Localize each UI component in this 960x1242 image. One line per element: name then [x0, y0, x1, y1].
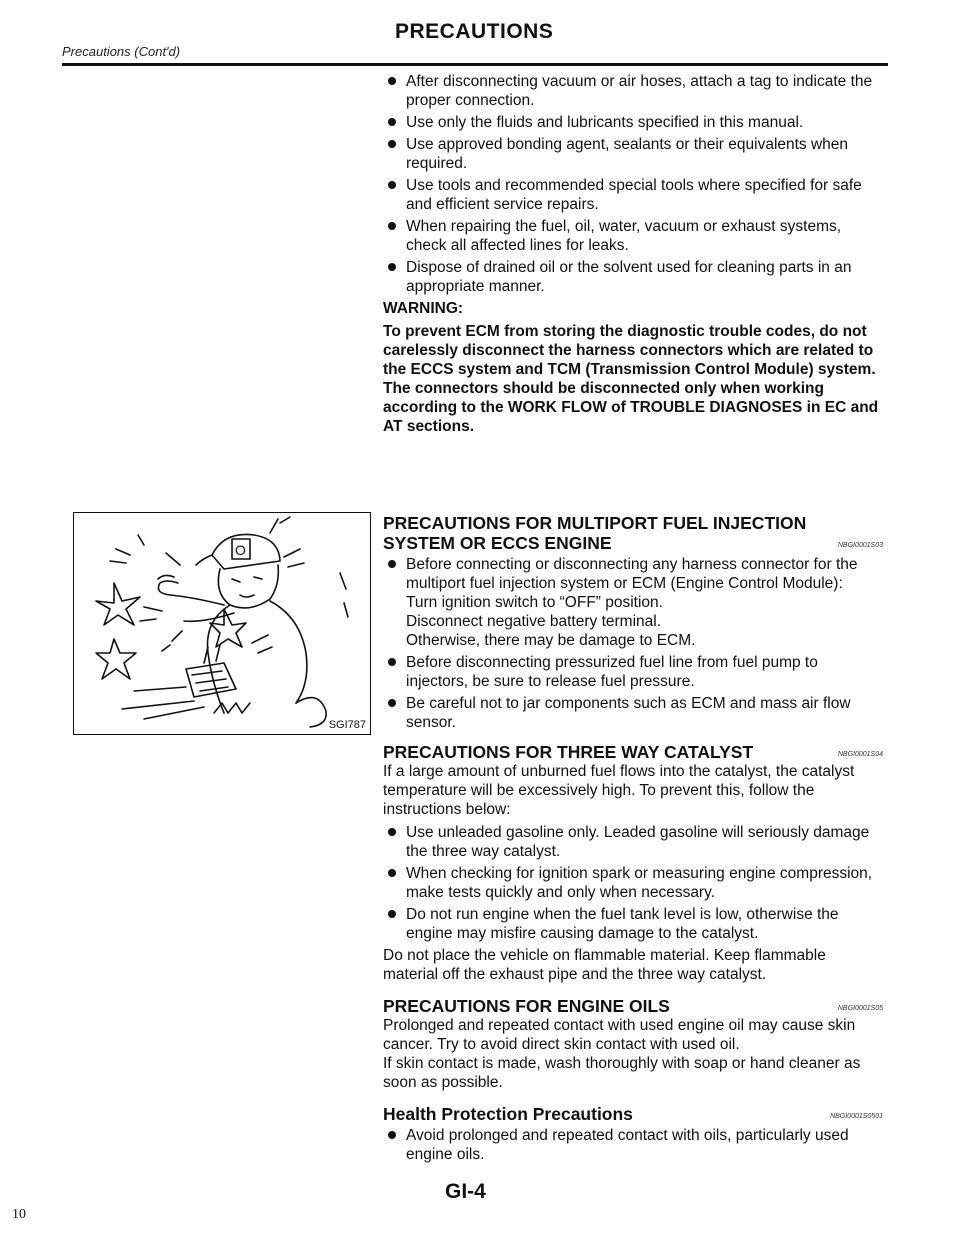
mpfi-title: PRECAUTIONS FOR MULTIPORT FUEL INJECTION SYSTEM OR ECCS ENGINE [383, 513, 807, 553]
bullet-icon [388, 910, 396, 918]
section-code: NBGI0001S0501 [830, 1113, 883, 1120]
catalyst-outro: Do not place the vehicle on flammable material. Keep flammable material off the exhaust pipe and the three way catalyst. [383, 947, 826, 983]
warning-body: To prevent ECM from storing the diagnostic trouble codes, do not carelessly disconnect the harness connectors which are related to the ECCS system and TCM (Transmission Control Module) system. The connectors should be disconnected only when working according to the WORK FLOW of TROUBLE DIAGNOSES in EC and AT sections. [383, 323, 879, 435]
list-item: Use tools and recommended special tools where specified for safe and efficient service repairs. [383, 176, 883, 214]
bullet-icon [388, 1131, 396, 1139]
catalyst-heading [383, 742, 883, 762]
section-code: NBGI0001S03 [837, 542, 883, 549]
bullet-icon [388, 869, 396, 877]
health-heading [383, 1104, 883, 1124]
oils-heading [383, 996, 883, 1016]
list-item: After disconnecting vacuum or air hoses, attach a tag to indicate the proper connection. [383, 72, 883, 110]
bullet-icon [388, 658, 396, 666]
list-item: When repairing the fuel, oil, water, vacuum or exhaust systems, check all affected lines for leaks. [383, 217, 883, 255]
bullet-icon [388, 828, 396, 836]
mechanic-illustration [74, 513, 370, 734]
catalyst-title: PRECAUTIONS FOR THREE WAY CATALYST [383, 742, 754, 762]
bullet-icon [388, 699, 396, 707]
lower-section [383, 513, 883, 1167]
bullet-icon [388, 181, 396, 189]
list-item: Use only the fluids and lubricants specified in this manual. [383, 113, 883, 132]
bullet-icon [388, 140, 396, 148]
sheet-number: 10 [12, 1207, 26, 1222]
general-precautions-list [383, 72, 883, 296]
health-title: Health Protection Precautions [383, 1104, 633, 1124]
bullet-icon [388, 77, 396, 85]
svg-text:O: O [235, 542, 246, 558]
warning-title: WARNING: [383, 300, 464, 317]
top-section [383, 72, 883, 436]
list-item: Do not run engine when the fuel tank level is low, otherwise the engine may misfire causing damage to the catalyst. [383, 905, 883, 943]
oils-para-2: If skin contact is made, wash thoroughly with soap or hand cleaner as soon as possible. [383, 1055, 861, 1091]
list-item: When checking for ignition spark or measuring engine compression, make tests quickly and only when necessary. [383, 864, 883, 902]
figure-warning-illustration [73, 512, 371, 735]
mpfi-list [383, 555, 883, 732]
header-subtitle: Precautions (Cont'd) [62, 44, 181, 59]
oils-para-1: Prolonged and repeated contact with used engine oil may cause skin cancer. Try to avoid direct skin contact with used oil. [383, 1017, 856, 1053]
page-title: PRECAUTIONS [395, 20, 554, 43]
list-item: Be careful not to jar components such as ECM and mass air flow sensor. [383, 694, 883, 732]
catalyst-intro: If a large amount of unburned fuel flows into the catalyst, the catalyst temperature will be excessively high. To prevent this, follow the instructions below: [383, 763, 855, 818]
catalyst-list [383, 823, 883, 943]
figure-label: SGI787 [328, 719, 366, 731]
list-item: Before disconnecting pressurized fuel line from fuel pump to injectors, be sure to release fuel pressure. [383, 653, 883, 691]
list-item: Use unleaded gasoline only. Leaded gasoline will seriously damage the three way catalyst. [383, 823, 883, 861]
section-code: NBGI0001S04 [837, 751, 883, 758]
health-list [383, 1126, 883, 1164]
page-number: GI-4 [445, 1180, 486, 1203]
list-item: Before connecting or disconnecting any harness connector for the multiport fuel injection system or ECM (Engine Control Module): Turn ignition switch to “OFF” position. Disconnect negative battery terminal. Otherwise, there may be damage to ECM. [383, 555, 883, 650]
header-rule [62, 63, 888, 66]
mpfi-heading [383, 513, 883, 553]
bullet-icon [388, 222, 396, 230]
bullet-icon [388, 560, 396, 568]
list-item: Use approved bonding agent, sealants or their equivalents when required. [383, 135, 883, 173]
bullet-icon [388, 263, 396, 271]
bullet-icon [388, 118, 396, 126]
oils-title: PRECAUTIONS FOR ENGINE OILS [383, 996, 670, 1016]
list-item: Avoid prolonged and repeated contact with oils, particularly used engine oils. [383, 1126, 883, 1164]
section-code: NBGI0001S05 [837, 1005, 883, 1012]
list-item: Dispose of drained oil or the solvent used for cleaning parts in an appropriate manner. [383, 258, 883, 296]
